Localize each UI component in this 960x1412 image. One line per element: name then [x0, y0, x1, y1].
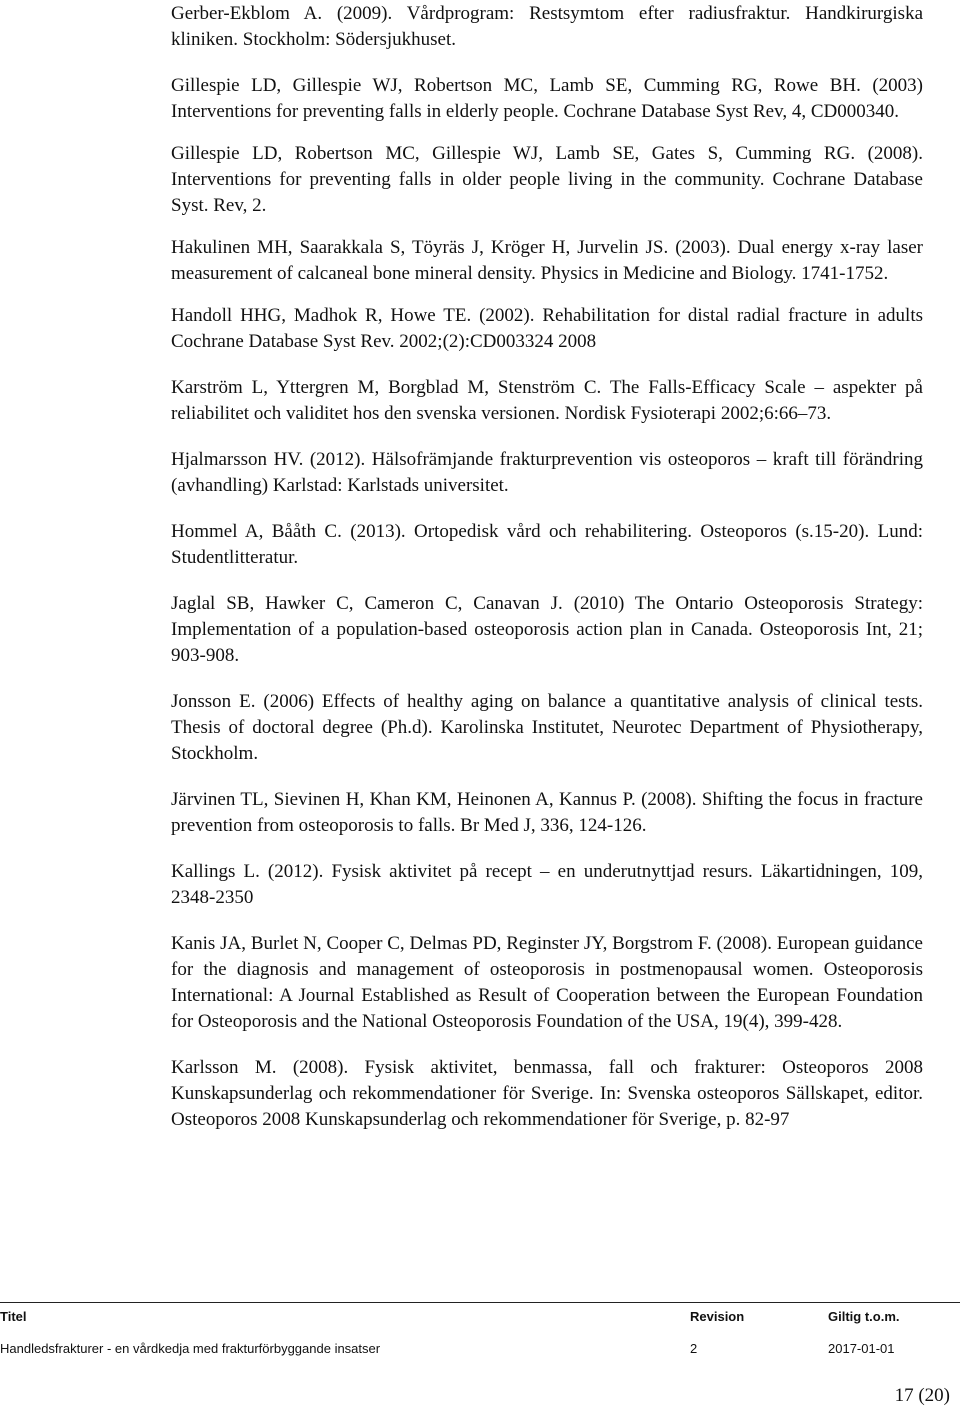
reference-entry: Hjalmarsson HV. (2012). Hälsofrämjande frakturprevention vis osteoporos – kraft till förändring (avhandling) Karlstad: Karlstads universitet.: [171, 449, 923, 496]
reference-entry: Jonsson E. (2006) Effects of healthy aging on balance a quantitative analysis of clinical tests. Thesis of doctoral degree (Ph.d). Karolinska Institutet, Neurotec Department of Physiotherapy, Stockholm.: [171, 691, 923, 764]
page-number: 17 (20): [894, 1385, 950, 1406]
reference-entry: Karström L, Yttergren M, Borgblad M, Stenström C. The Falls-Efficacy Scale – aspekter på reliabilitet och validitet hos den svenska versionen. Nordisk Fysioterapi 2002;6:66–73.: [171, 377, 923, 424]
reference-entry: Gerber-Ekblom A. (2009). Vårdprogram: Restsymtom efter radiusfraktur. Handkirurgiska kliniken. Stockholm: Södersjukhuset.: [171, 3, 923, 50]
footer-revision-block: [690, 1308, 744, 1358]
footer-title-block: [0, 1308, 380, 1358]
reference-entry: Järvinen TL, Sievinen H, Khan KM, Heinonen A, Kannus P. (2008). Shifting the focus in fracture prevention from osteoporosis to falls. Br Med J, 336, 124-126.: [171, 789, 923, 836]
footer-title-header: Titel: [0, 1309, 27, 1324]
reference-entry: Kallings L. (2012). Fysisk aktivitet på recept – en underutnyttjad resurs. Läkartidningen, 109, 2348-2350: [171, 861, 923, 908]
reference-entry: Jaglal SB, Hawker C, Cameron C, Canavan J. (2010) The Ontario Osteoporosis Strategy: Implementation of a population-based osteoporosis action plan in Canada. Osteoporosis Int, 21; 903-908.: [171, 593, 923, 666]
footer-title-value: Handledsfrakturer - en vårdkedja med frakturförbyggande insatser: [0, 1341, 381, 1356]
footer-valid-block: [828, 1308, 900, 1358]
footer-revision-header: Revision: [690, 1309, 745, 1324]
footer-valid-header: Giltig t.o.m.: [828, 1309, 900, 1324]
reference-entry: Karlsson M. (2008). Fysisk aktivitet, benmassa, fall och frakturer: Osteoporos 2008 Kunskapsunderlag och rekommendationer för Sverige. In: Svenska osteoporos Sällskapet, editor. Osteoporos 2008 Kunskapsunderlag och rekommendationer för Sverige, p. 82-97: [171, 1057, 923, 1130]
reference-entry: Hakulinen MH, Saarakkala S, Töyräs J, Kröger H, Jurvelin JS. (2003). Dual energy x-ray laser measurement of calcaneal bone mineral density. Physics in Medicine and Biology. 1741-1752.: [171, 237, 923, 284]
footer-revision-value: 2: [690, 1341, 698, 1356]
footer-divider: [0, 1302, 960, 1303]
reference-entry: Gillespie LD, Gillespie WJ, Robertson MC, Lamb SE, Cumming RG, Rowe BH. (2003) Interventions for preventing falls in elderly people. Cochrane Database Syst Rev, 4, CD000340.: [171, 75, 923, 122]
reference-entry: Kanis JA, Burlet N, Cooper C, Delmas PD, Reginster JY, Borgstrom F. (2008). European guidance for the diagnosis and management of osteoporosis in postmenopausal women. Osteoporosis International: A Journal Established as Result of Cooperation between the European Foundation for Osteoporosis and the National Osteoporosis Foundation of the USA, 19(4), 399-428.: [171, 933, 923, 1032]
reference-list: [171, 1, 923, 1133]
reference-entry: Handoll HHG, Madhok R, Howe TE. (2002). Rehabilitation for distal radial fracture in adults Cochrane Database Syst Rev. 2002;(2):CD003324 2008: [171, 305, 923, 352]
reference-entry: Hommel A, Bååth C. (2013). Ortopedisk vård och rehabilitering. Osteoporos (s.15-20). Lund: Studentlitteratur.: [171, 521, 923, 568]
footer-valid-value: 2017-01-01: [828, 1341, 895, 1356]
reference-entry: Gillespie LD, Robertson MC, Gillespie WJ, Lamb SE, Gates S, Cumming RG. (2008). Interventions for preventing falls in older people living in the community. Cochrane Database Syst. Rev, 2.: [171, 143, 923, 216]
